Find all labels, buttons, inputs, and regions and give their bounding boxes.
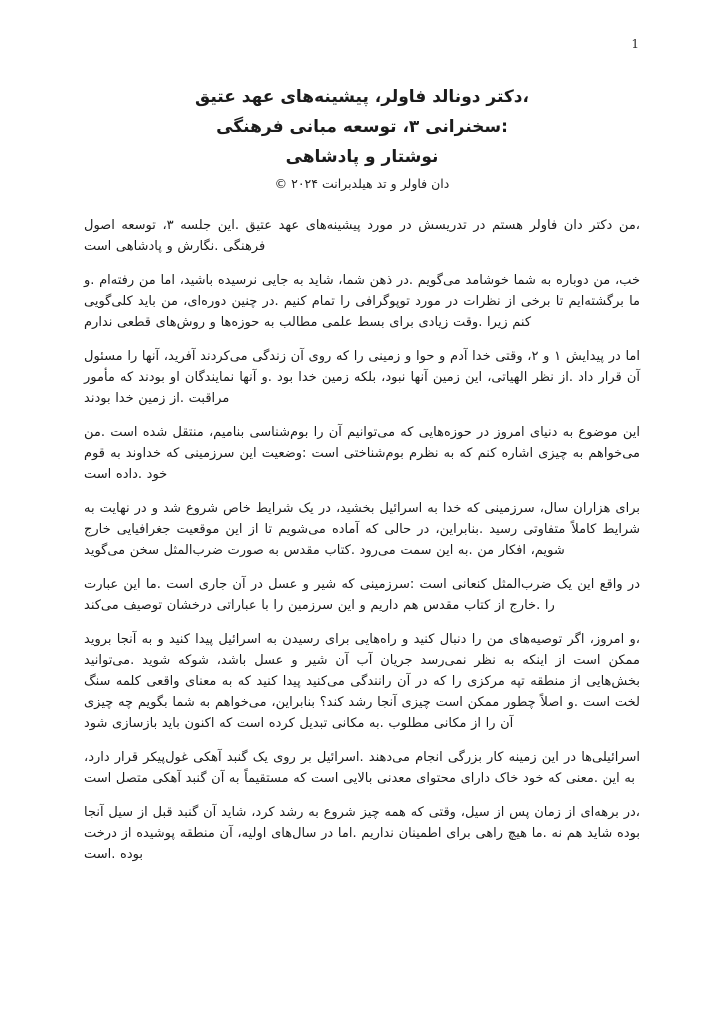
paragraph: ،و امروز، اگر توصیه‌های من را دنبال کنید و راه‌هایی برای رسیدن به اسرائیل پیدا کنید و به آنجا بروید ممکن است از اینکه به نظر نمی‌رسد جریان آب آن شیر و عسل باشد، شوکه شوید .می‌توانید بخش‌هایی از منطقه تپه مرکزی را که در آن رانندگی می‌کنید پیدا کنید که به معنای واقعی کلمه سنگ لخت است .و اصلاً چطور ممکن است چیزی آنجا رشد کند؟ بنابراین، می‌خواهم به شما بگویم چه چیزی آن را از مکانی مطلوب .به مکانی تبدیل کرده است که اکنون باید بازسازی شود — [84, 632, 640, 731]
document-header — [84, 0, 640, 194]
paragraph: خب، من دوباره به شما خوشامد می‌گویم .در ذهن شما، شاید به جایی نرسیده باشید، اما من رفته‌ام .و ما برگشته‌ایم تا برخی از نظرات در مورد توپوگرافی را تمام کنیم .در چنین دوره‌ای، من باید کلی‌گویی کنم زیرا .وقت زیادی برای بسط علمی مطالب به حوزه‌ها و روش‌های قطعی ندارم — [84, 273, 640, 330]
paragraph: برای هزاران سال، سرزمینی که خدا به اسرائیل بخشید، در یک شرایط خاص شروع شد و در نهایت به شرایط کاملاً متفاوتی رسید .بنابراین، در حالی که آماده می‌شویم تا از این موقعیت جغرافیایی خارج شویم، افکار من .به این سمت می‌رود .کتاب مقدس به صورت ضرب‌المثل سخن می‌گوید — [84, 501, 640, 558]
byline: دان فاولر و تد هیلدبرانت ۲۰۲۴ © — [274, 176, 450, 191]
paragraph: اسرائیلی‌ها در این زمینه کار بزرگی انجام می‌دهند .اسرائیل بر روی یک گنبد آهکی غول‌پیکر قرار دارد، به این .معنی که خود خاک دارای محتوای معدنی بالایی است که مستقیماً به آن گنبد آهکی متصل است — [84, 750, 640, 786]
title-line-1: ،دکتر دونالد فاولر، پیشینه‌های عهد عتیق — [195, 87, 529, 107]
document-body — [84, 215, 640, 865]
paragraph: اما در پیدایش ۱ و ۲، وقتی خدا آدم و حوا و زمینی را که روی آن زندگی می‌کردند آفرید، آنها را مسئول آن قرار داد .از نظر الهیاتی، این زمین آنها نبود، بلکه زمین خدا بود .و آنها نمایندگان او بودند که مأمور مراقبت .از زمین خدا بودند — [84, 349, 641, 406]
title-line-2: :سخنرانی ۳، توسعه مبانی فرهنگی — [216, 117, 508, 137]
title-line-3: نوشتار و پادشاهی — [285, 147, 439, 167]
paragraph: در واقع این یک ضرب‌المثل کنعانی است :سرزمینی که شیر و عسل در آن جاری است .ما این عبارت را .خارج از کتاب مقدس هم داریم و این سرزمین را با عباراتی درخشان توصیف می‌کند — [84, 577, 640, 613]
page-number: 1 — [631, 37, 639, 51]
paragraph: ،در برهه‌ای از زمان پس از سیل، وقتی که همه چیز شروع به رشد کرد، شاید آن گنبد قبل از سیل آنجا بوده شاید هم نه .ما هیچ راهی برای اطمینان نداریم .اما در سال‌های اولیه، آن منطقه پوشیده از درخت بوده .است — [84, 805, 640, 862]
paragraph: ،من دکتر دان فاولر هستم در تدریسش در مورد پیشینه‌های عهد عتیق .این جلسه ۳، توسعه اصول فرهنگی .نگارش و پادشاهی است — [84, 218, 640, 254]
paragraph: این موضوع به دنیای امروز در حوزه‌هایی که می‌توانیم آن را بوم‌شناسی بنامیم، منتقل شده است .من می‌خواهم به چیزی اشاره کنم که به نظرم بوم‌شناختی است :وضعیت این سرزمینی که خداوند به قوم خود .داده است — [84, 425, 640, 482]
